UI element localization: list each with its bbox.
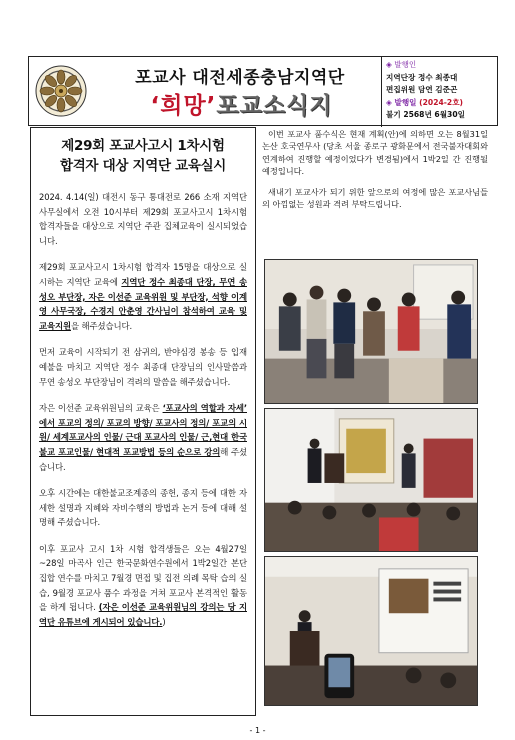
main-article	[30, 127, 256, 716]
article-paragraph-1: 2024. 4.14(일) 대전시 동구 통대전로 266 소재 지역단 사무실에서 오전 10시부터 제29회 포교사고시 1차시험 합격자들을 대상으로 지역단 주관 집체교육이 실시되었습니다.	[39, 192, 247, 246]
article-paragraph-3: 먼저 교육이 시작되기 전 삼귀의, 반야심경 봉송 등 입재 예불을 마치고 지역단 정수 최종대 단장님의 인사말씀과 무연 송성오 부단장님이 격려의 말씀을 해주셨습니다.	[39, 347, 247, 387]
article-paragraph-5: 오후 시간에는 대한불교조계종의 종헌, 종지 등에 대한 자세한 설명과 지혜와 자비수행의 방법과 논거 등에 대해 설명해 주셨습니다.	[39, 488, 247, 528]
continuation-paragraph-1: 이번 포교사 품수식은 현재 계획(안)에 의하면 오는 8월31일 논산 호국연무사 (당초 서울 종로구 광화문에서 전국불자대회와 연계하여 진행할 예정이었다가 변경됨)에서 1박2일 간 진행될 예정입니다.	[262, 129, 488, 177]
article-continuation	[262, 128, 488, 210]
newsletter-name: ‘희망’포교소식지	[150, 93, 333, 119]
page-number: - 1 -	[249, 726, 266, 735]
article-paragraph-2: 제29회 포교사고시 1차시험 합격자 15명을 대상으로 실시하는 지역단 교육에 지역단 정수 최종대 단장, 무연 송성오 부단장, 자은 이선준 교육위원 및 부단장, 석향 이계영 사무국장, 수경지 안춘영 간사님이 참석하여 교육 및 교육지원을 해주셨습니다.	[39, 262, 247, 331]
photo-lecture-room	[264, 408, 478, 552]
newsletter-header	[28, 56, 498, 126]
continuation-paragraph-2: 새내기 포교사가 되기 위한 앞으로의 여정에 많은 포교사님들의 아낌없는 성원과 격려 부탁드립니다.	[262, 186, 488, 210]
newsletter-name-highlight: 희망	[160, 93, 207, 119]
publication-info: ◈ 발행인 지역단장 정수 최종대 편집위원 담연 김준곤 ◈ 발행일 (2024-2호) 불기 2568년 6월30일	[381, 57, 497, 127]
photo-lecture-screen	[264, 556, 478, 706]
article-paragraph-4: 자은 이선준 교육위원님의 교육은 ‘포교사의 역할과 자세’ 에서 포교의 정의/ 포교의 방향/ 포교사의 정의/ 포교의 시원/ 세계포교사의 인물/ 근대 포교사의 인물/ 근,현대 한국불교 포교인물/ 현대적 포교방법 등의 순으로 강의해 주셨습니다.	[39, 403, 247, 472]
organization-title: 포교사 대전세종충남지역단	[135, 68, 345, 88]
photo-ceremony-prayer	[264, 259, 478, 404]
dharma-wheel-lotus-icon	[35, 65, 87, 117]
article-paragraph-6: 이후 포교사 고시 1차 시험 합격생들은 오는 4월27일~28일 마곡사 인근 한국문화연수원에서 1박2일간 본단 집합 연수를 마치고 7월경 면접 및 집전 의례 목탁 습의 실습, 9월경 포교사 품수 과정을 거쳐 포교사 본격적인 활동을 하게 됩니다. (자은 이선준 교육위원님의 강의는 당 지역단 유튜브에 게시되어 있습니다.)	[39, 543, 247, 627]
article-title: 제29회 포교사고시 1차시험 합격자 대상 지역단 교육실시	[59, 138, 227, 174]
